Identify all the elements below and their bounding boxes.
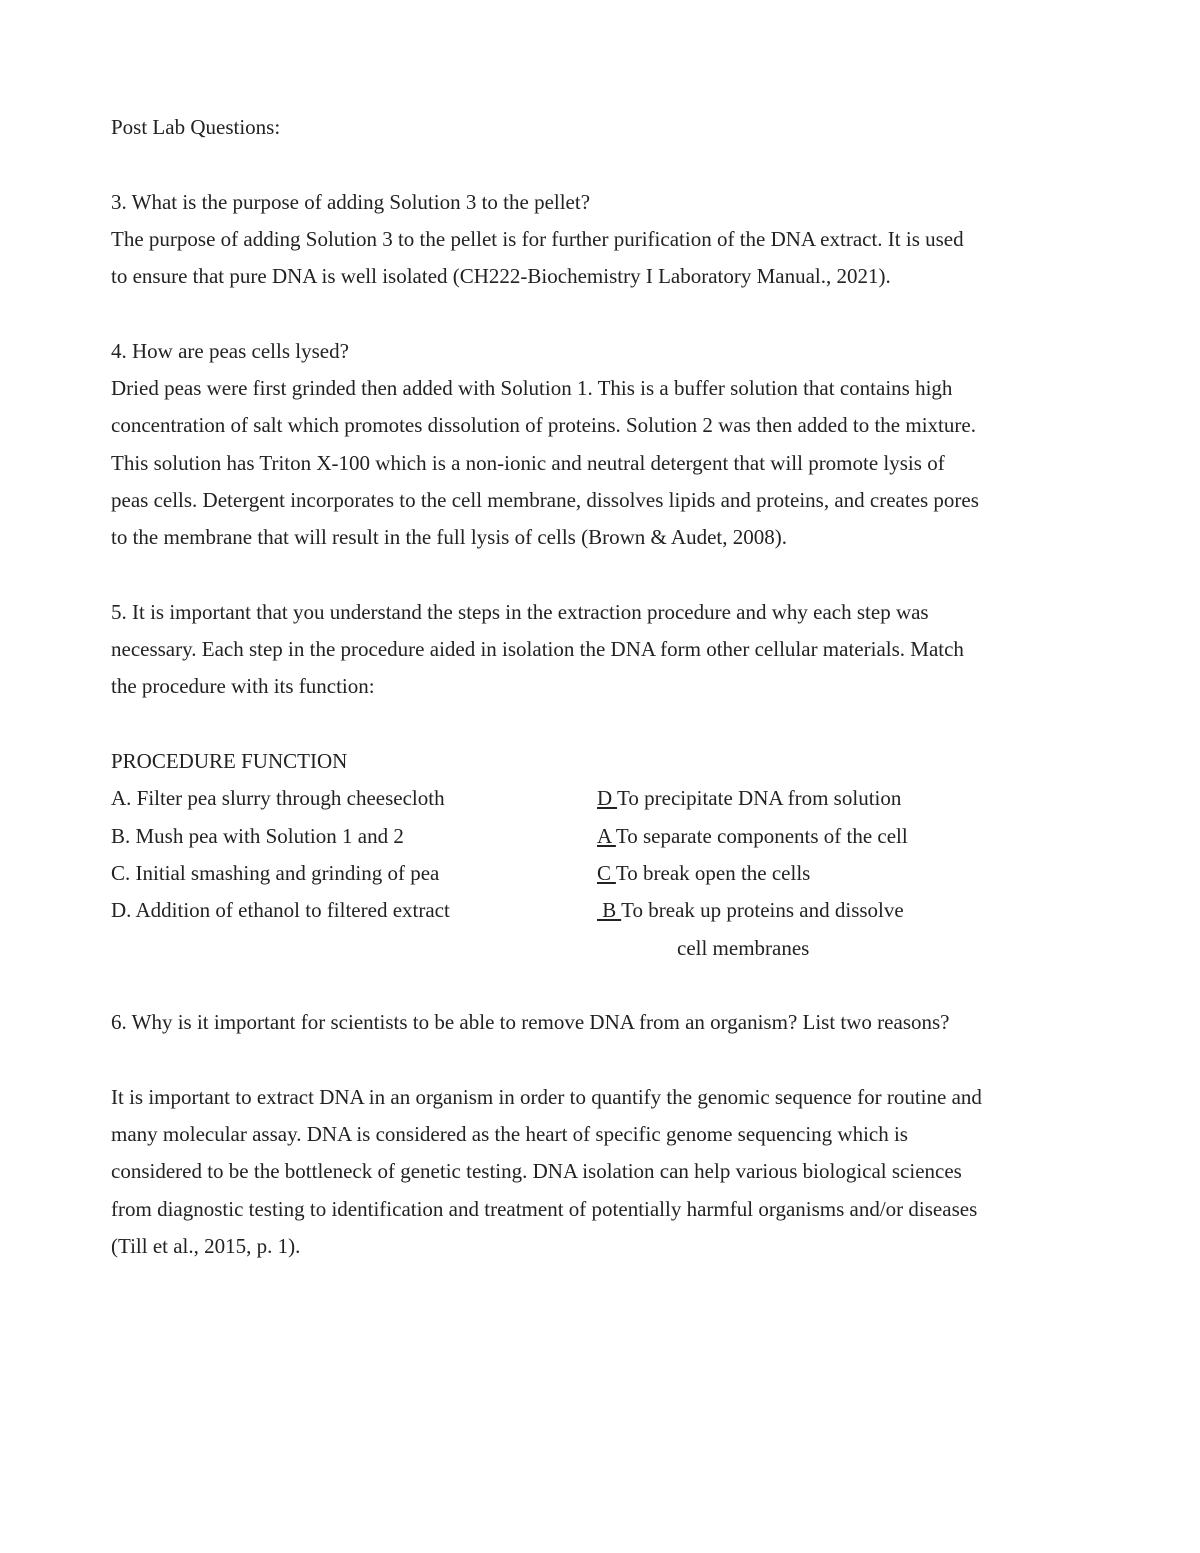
matching-row bbox=[111, 892, 1096, 929]
function-text: To break open the cells bbox=[615, 860, 811, 885]
answer-6-line-2: many molecular assay. DNA is considered as the heart of specific genome sequencing which is bbox=[111, 1122, 908, 1147]
answer-4-line-4: peas cells. Detergent incorporates to the cell membrane, dissolves lipids and proteins, and creates pores bbox=[111, 487, 979, 512]
matched-answer: D bbox=[597, 786, 618, 811]
answer-6-line-3: considered to be the bottleneck of genetic testing. DNA isolation can help various biological sciences bbox=[111, 1159, 962, 1184]
answer-4-line-1: Dried peas were first grinded then added with Solution 1. This is a buffer solution that contains high bbox=[111, 376, 953, 401]
answer-4-line-5: to the membrane that will result in the full lysis of cells (Brown & Audet, 2008). bbox=[111, 525, 787, 550]
question-5-line-2: necessary. Each step in the procedure aided in isolation the DNA form other cellular materials. Match bbox=[111, 637, 964, 662]
function-text: To precipitate DNA from solution bbox=[617, 786, 902, 811]
procedure-cell: D. Addition of ethanol to filtered extract bbox=[111, 898, 450, 923]
spacer bbox=[111, 967, 1096, 1004]
matched-answer: A bbox=[597, 823, 616, 848]
spacer bbox=[111, 146, 1096, 183]
matched-answer: B bbox=[597, 898, 622, 923]
matching-table bbox=[111, 743, 1096, 967]
matching-row bbox=[111, 855, 1096, 892]
function-cell bbox=[597, 892, 1096, 929]
question-5 bbox=[111, 594, 1096, 967]
spacer bbox=[111, 706, 1096, 743]
page-heading: Post Lab Questions: bbox=[111, 115, 281, 139]
question-5-line-1: 5. It is important that you understand the steps in the extraction procedure and why each step was bbox=[111, 599, 929, 624]
question-6 bbox=[111, 1004, 1096, 1265]
matching-row bbox=[111, 780, 1096, 817]
answer-4-line-2: concentration of salt which promotes dissolution of proteins. Solution 2 was then added to the mixture. bbox=[111, 413, 976, 438]
function-text: To break up proteins and dissolve bbox=[621, 898, 904, 923]
answer-4-line-3: This solution has Triton X-100 which is a non-ionic and neutral detergent that will promote lysis of bbox=[111, 450, 945, 475]
answer-6-line-5: (Till et al., 2015, p. 1). bbox=[111, 1233, 301, 1258]
function-cell bbox=[597, 818, 1096, 855]
answer-6-line-4: from diagnostic testing to identification and treatment of potentially harmful organisms and/or diseases bbox=[111, 1196, 978, 1221]
matching-row bbox=[111, 818, 1096, 855]
function-text: To separate components of the cell bbox=[615, 823, 908, 848]
matched-answer: C bbox=[597, 860, 616, 885]
spacer bbox=[111, 1041, 1096, 1078]
spacer bbox=[111, 295, 1096, 332]
question-5-line-3: the procedure with its function: bbox=[111, 674, 375, 699]
procedure-cell: A. Filter pea slurry through cheesecloth bbox=[111, 786, 445, 811]
procedure-cell: B. Mush pea with Solution 1 and 2 bbox=[111, 823, 404, 848]
question-4 bbox=[111, 333, 1096, 557]
question-4-text: 4. How are peas cells lysed? bbox=[111, 338, 349, 363]
function-cell bbox=[597, 780, 1096, 817]
function-continuation: cell membranes bbox=[677, 935, 810, 960]
question-6-text: 6. Why is it important for scientists to be able to remove DNA from an organism? List two reasons? bbox=[111, 1010, 950, 1035]
function-cell bbox=[597, 855, 1096, 892]
answer-3-line-2: to ensure that pure DNA is well isolated (CH222-Biochemistry I Laboratory Manual., 2021). bbox=[111, 264, 891, 289]
answer-3-line-1: The purpose of adding Solution 3 to the pellet is for further purification of the DNA extract. It is used bbox=[111, 226, 964, 251]
procedure-cell: C. Initial smashing and grinding of pea bbox=[111, 860, 440, 885]
question-3 bbox=[111, 184, 1096, 296]
question-3-text: 3. What is the purpose of adding Solution 3 to the pellet? bbox=[111, 189, 591, 214]
answer-6-line-1: It is important to extract DNA in an organism in order to quantify the genomic sequence for routine and bbox=[111, 1084, 982, 1109]
document-body bbox=[111, 109, 1096, 1265]
spacer bbox=[111, 557, 1096, 594]
matching-table-header: PROCEDURE FUNCTION bbox=[111, 749, 348, 774]
